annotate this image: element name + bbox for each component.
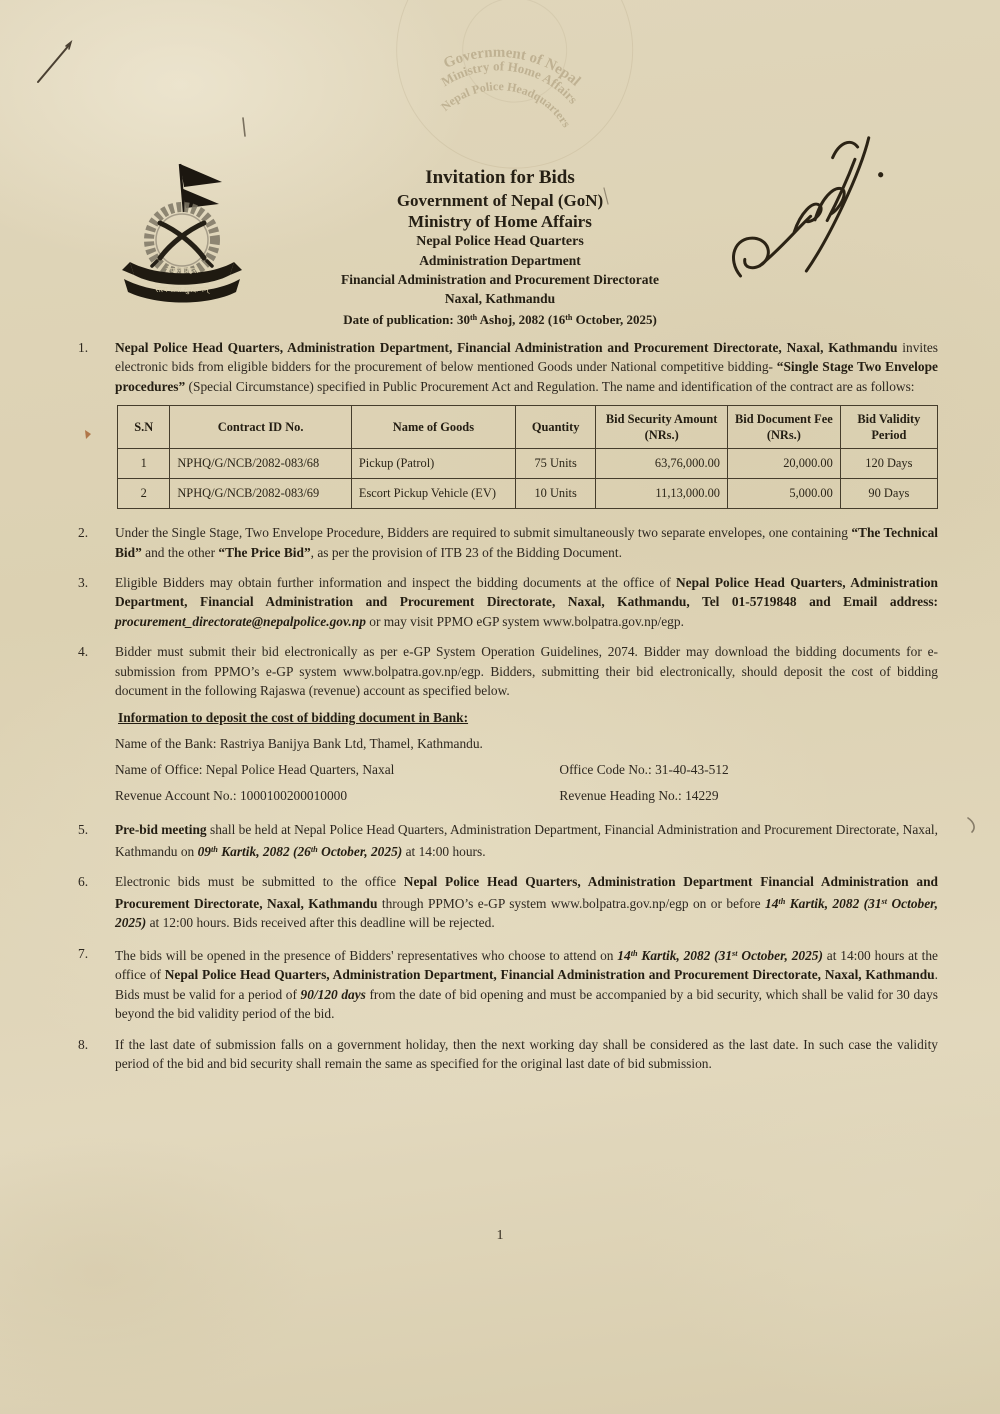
watermark-line-3: Nepal Police Headquarters: [438, 79, 574, 130]
item-text: Pre-bid meeting shall be held at Nepal Police Head Quarters, Administration Department, Financial Administration and Procurement Directorate, Naxal, Kathmandu on 09th Kartik, 2082 (26th October, 2025) at 14:00 hours.: [115, 822, 938, 860]
ribbon-text-bottom: सत्य सेवा सुरक्षणम्: [155, 285, 209, 294]
ribbon-text-top: नेपाल प्रहरी: [165, 266, 199, 275]
bank-info-heading: Information to deposit the cost of bidding document in Bank:: [118, 710, 469, 726]
pen-mark: [38, 44, 70, 82]
body-content: [78, 338, 938, 1084]
table-header-row: [118, 406, 938, 449]
cell-quantity: 75 Units: [515, 449, 595, 479]
item-number: 2.: [78, 525, 89, 541]
list-item-4: [78, 642, 938, 809]
item-text: If the last date of submission falls on a government holiday, then the next working day shall be considered as the last date. In such case the validity period of the bid and bid security shall remain the same as specified for the original last date of bid submission.: [115, 1036, 938, 1071]
item-text: Under the Single Stage, Two Envelope Procedure, Bidders are required to submit simultaneously two separate envelopes, one containing “The Technical Bid” and the other “The Price Bid”, as per the provision of ITB 23 of the Bidding Document.: [115, 525, 939, 560]
column-header-doc-fee: Bid Document Fee (NRs.): [727, 406, 840, 449]
list-item-6: [78, 872, 938, 932]
cell-validity: 90 Days: [840, 479, 937, 509]
document-title: Invitation for Bids: [425, 167, 575, 188]
item-text: Nepal Police Head Quarters, Administration Department, Financial Administration and Procurement Directorate, Naxal, Kathmandu invites electronic bids from eligible bidders for the procurement of below mentioned Goods under National competitive bidding- “Single Stage Two Envelope procedures” (Special Circumstance) specified in Public Procurement Act and Regulation. The name and identification of the contract are as follows:: [115, 340, 939, 394]
table-row: [118, 449, 938, 479]
item-number: 4.: [78, 644, 89, 660]
column-header-sn: S.N: [118, 406, 170, 449]
header-directorate: Financial Administration and Procurement Directorate: [341, 272, 659, 287]
office-name: Name of Office: Nepal Police Head Quarters, Naxal: [115, 762, 395, 778]
bank-account-row: [115, 783, 938, 809]
cell-bid-security: 63,76,000.00: [596, 449, 728, 479]
list-item-3: [78, 573, 938, 631]
header-address: Naxal, Kathmandu: [444, 291, 556, 306]
handwritten-signature: [718, 128, 908, 293]
svg-text:Government of Nepal: [439, 36, 586, 91]
cell-goods: Pickup (Patrol): [351, 449, 515, 479]
item-text: The bids will be opened in the presence of Bidders' representatives who choose to attend on 14th Kartik, 2082 (31st October, 2025) at 14:00 hours at the office of Nepal Police Head Quarters, Administration Department, Financial Administration and Procurement Directorate, Naxal, Kathmandu. Bids must be valid for a period of 90/120 days from the date of bid opening and must be accompanied by a bid security, which shall be valid for 30 days beyond the bid validity period of the bid.: [115, 947, 939, 1022]
office-code: Office Code No.: 31-40-43-512: [559, 762, 729, 778]
cell-sn: 2: [118, 479, 170, 509]
list-item-7: [78, 944, 938, 1024]
item-text: Bidder must submit their bid electronically as per e-GP System Operation Guidelines, 2074. Bidder may download the bidding documents for e-submission from PPMO’s e-GP system www.bolpatra.gov.np/egp. Bidders, submitting their bid electronically, should deposit the cost of bidding document in the following Rajaswa (revenue) account as specified below.: [115, 644, 938, 699]
bank-deposit-info: [115, 705, 938, 809]
column-header-validity: Bid Validity Period: [840, 406, 937, 449]
watermark-line-2: Ministry of Home Affairs: [438, 58, 581, 107]
bank-office-row: [115, 757, 938, 783]
pen-mark: [66, 42, 71, 49]
pen-mark: [968, 818, 974, 832]
table-row: [118, 479, 938, 509]
contracts-table: [117, 405, 938, 509]
list-item-8: [78, 1035, 938, 1074]
pen-mark: [243, 118, 245, 136]
item-text: Eligible Bidders may obtain further information and inspect the bidding documents at the office of Nepal Police Head Quarters, Administration Department, Financial Administration and Procurement Directorate, Naxal, Kathmandu, Tel 01-5719848 and Email address: procurement_directorate@nepalpolice.gov.np or may visit PPMO eGP system www.bolpatra.gov.np/egp.: [115, 575, 939, 629]
publication-date: Date of publication: 30th Ashoj, 2082 (16th October, 2025): [343, 312, 657, 328]
item-number: 7.: [78, 945, 89, 961]
svg-text:Nepal Police Headquarters: [437, 70, 579, 131]
item-number: 6.: [78, 874, 89, 890]
page-number: 1: [496, 1228, 504, 1243]
bank-name-line: Name of the Bank: Rastriya Banijya Bank Ltd, Thamel, Kathmandu.: [115, 736, 483, 752]
column-header-bid-security: Bid Security Amount (NRs.): [596, 406, 728, 449]
item-number: 8.: [78, 1036, 89, 1052]
header-department: Administration Department: [419, 253, 581, 268]
header-office: Nepal Police Head Quarters: [416, 234, 584, 249]
header-government: Government of Nepal (GoN): [396, 191, 604, 210]
header-ministry: Ministry of Home Affairs: [408, 212, 592, 231]
column-header-contract-id: Contract ID No.: [170, 406, 352, 449]
cell-doc-fee: 20,000.00: [727, 449, 840, 479]
cell-contract-id: NPHQ/G/NCB/2082-083/69: [170, 479, 352, 509]
cell-goods: Escort Pickup Vehicle (EV): [351, 479, 515, 509]
revenue-account: Revenue Account No.: 1000100200010000: [115, 788, 348, 804]
list-item-2: [78, 523, 938, 562]
list-item-1: [78, 338, 938, 512]
item-number: 5.: [78, 822, 89, 838]
cell-doc-fee: 5,000.00: [727, 479, 840, 509]
watermark-line-1: Government of Nepal: [441, 44, 584, 90]
column-header-quantity: Quantity: [515, 406, 595, 449]
item-number: 1.: [78, 340, 89, 355]
cell-quantity: 10 Units: [515, 479, 595, 509]
cell-sn: 1: [118, 449, 170, 479]
revenue-heading: Revenue Heading No.: 14229: [559, 788, 719, 804]
cell-bid-security: 11,13,000.00: [596, 479, 728, 509]
list-item-5: [78, 820, 938, 861]
item-text: Electronic bids must be submitted to the office Nepal Police Head Quarters, Administration Department Financial Administration and Procurement Directorate, Naxal, Kathmandu through PPMO’s e-GP system www.bolpatra.gov.np/egp on or before 14th Kartik, 2082 (31st October, 2025) at 12:00 hours. Bids received after this deadline will be rejected.: [115, 874, 939, 931]
item-number: 3.: [78, 575, 89, 591]
svg-text:Ministry of Home Affairs: [437, 49, 585, 108]
column-header-goods: Name of Goods: [351, 406, 515, 449]
cell-contract-id: NPHQ/G/NCB/2082-083/68: [170, 449, 352, 479]
cell-validity: 120 Days: [840, 449, 937, 479]
